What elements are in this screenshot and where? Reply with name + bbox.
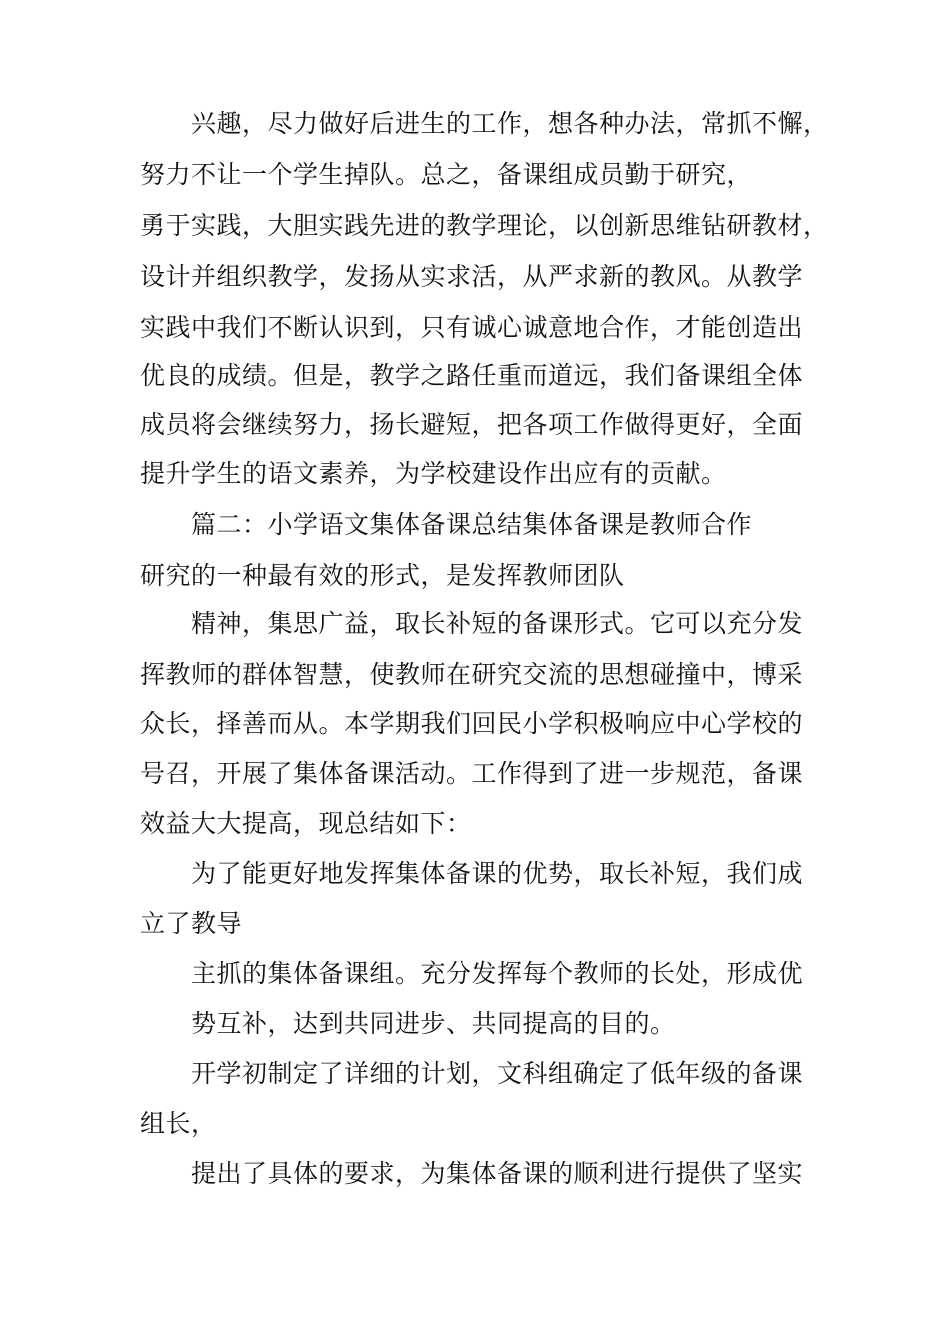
text-line: 勇于实践，大胆实践先进的教学理论，以创新思维钻研教材， bbox=[140, 211, 829, 240]
text-line: 提出了具体的要求，为集体备课的顺利进行提供了坚实 bbox=[191, 1159, 804, 1188]
text-line: 成员将会继续努力，扬长避短，把各项工作做得更好，全面 bbox=[140, 410, 804, 439]
text-line: 号召，开展了集体备课活动。工作得到了进一步规范，备课 bbox=[140, 759, 804, 788]
text-line: 立了教导 bbox=[140, 909, 243, 938]
text-line: 开学初制定了详细的计划，文科组确定了低年级的备课 bbox=[191, 1059, 804, 1088]
text-line: 为了能更好地发挥集体备课的优势，取长补短，我们成 bbox=[191, 859, 804, 888]
text-line: 实践中我们不断认识到，只有诚心诚意地合作，才能创造出 bbox=[140, 313, 804, 342]
text-line: 设计并组织教学，发扬从实求活，从严求新的教风。从教学 bbox=[140, 262, 804, 291]
text-line: 众长，择善而从。本学期我们回民小学积极响应中心学校的 bbox=[140, 709, 804, 738]
text-line: 研究的一种最有效的形式，是发挥教师团队 bbox=[140, 561, 625, 590]
text-line: 努力不让一个学生掉队。总之，备课组成员勤于研究， bbox=[140, 160, 753, 189]
text-line: 效益大大提高，现总结如下： bbox=[140, 809, 472, 838]
text-line: 主抓的集体备课组。充分发挥每个教师的长处，形成优 bbox=[191, 959, 804, 988]
text-line: 挥教师的群体智慧，使教师在研究交流的思想碰撞中，博采 bbox=[140, 660, 804, 689]
text-line: 兴趣，尽力做好后进生的工作，想各种办法，常抓不懈， bbox=[191, 109, 829, 138]
text-line: 精神，集思广益，取长补短的备课形式。它可以充分发 bbox=[191, 609, 804, 638]
text-line: 提升学生的语文素养，为学校建设作出应有的贡献。 bbox=[140, 459, 727, 488]
text-line: 组长， bbox=[140, 1109, 217, 1138]
text-line: 势互补，达到共同进步、共同提高的目的。 bbox=[191, 1009, 676, 1038]
text-line: 优良的成绩。但是，教学之路任重而道远，我们备课组全体 bbox=[140, 361, 804, 390]
section-heading: 篇二：小学语文集体备课总结集体备课是教师合作 bbox=[191, 510, 753, 539]
